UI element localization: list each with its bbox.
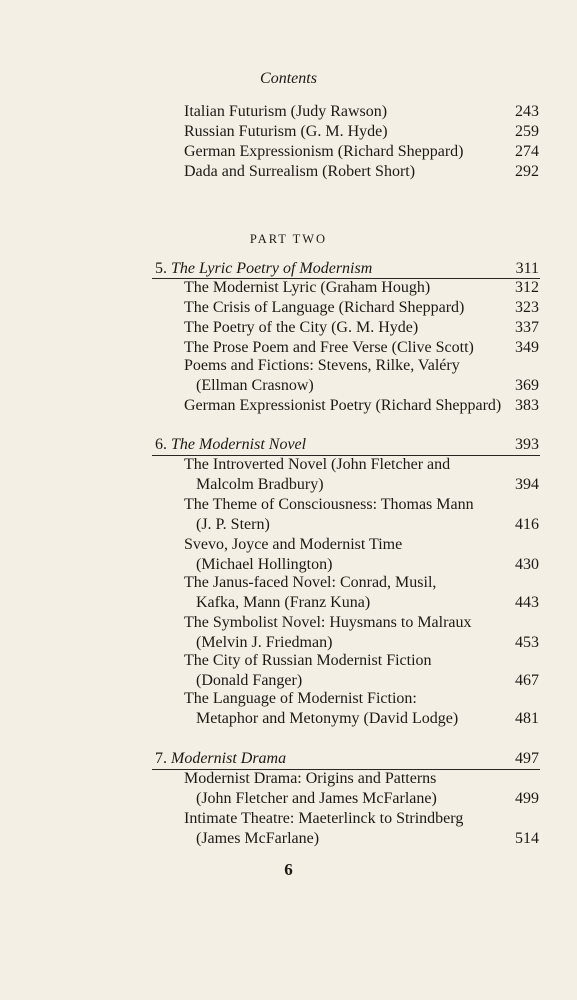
toc-entry-continued bbox=[0, 476, 577, 496]
entry-title-continued: (Ellman Crasnow) bbox=[196, 377, 314, 394]
entry-page: 323 bbox=[515, 299, 539, 316]
entry-title: The City of Russian Modernist Fiction bbox=[184, 652, 432, 669]
entry-title-continued: Kafka, Mann (Franz Kuna) bbox=[196, 594, 371, 611]
entry-title: The Symbolist Novel: Huysmans to Malraux bbox=[184, 614, 472, 631]
entry-page: 383 bbox=[515, 397, 539, 414]
toc-entry-continued bbox=[0, 672, 577, 692]
page-number: 6 bbox=[284, 860, 293, 879]
toc-entry bbox=[0, 690, 577, 710]
section-number: 6. bbox=[155, 436, 167, 453]
toc-entry-continued bbox=[0, 516, 577, 536]
toc-entry bbox=[0, 456, 577, 476]
section-heading bbox=[0, 260, 577, 280]
entry-page: 467 bbox=[515, 672, 539, 689]
entry-title: The Crisis of Language (Richard Sheppard) bbox=[184, 299, 465, 316]
toc-entry-continued bbox=[0, 710, 577, 730]
entry-title: The Modernist Lyric (Graham Hough) bbox=[184, 279, 431, 296]
section-page: 393 bbox=[515, 436, 539, 453]
toc-entry bbox=[0, 496, 577, 516]
entry-page: 430 bbox=[515, 556, 539, 573]
section-page: 497 bbox=[515, 750, 539, 767]
toc-entry-continued bbox=[0, 377, 577, 397]
entry-title-continued: (Michael Hollington) bbox=[196, 556, 333, 573]
entry-title: The Prose Poem and Free Verse (Clive Scott) bbox=[184, 339, 474, 356]
entry-page: 499 bbox=[515, 790, 539, 807]
entry-title-continued: (John Fletcher and James McFarlane) bbox=[196, 790, 437, 807]
entry-page: 443 bbox=[515, 594, 539, 611]
toc-entry bbox=[0, 536, 577, 556]
entry-title: The Theme of Consciousness: Thomas Mann bbox=[184, 496, 474, 513]
entry-page: 453 bbox=[515, 634, 539, 651]
toc-entry-continued bbox=[0, 790, 577, 810]
entry-page: 312 bbox=[515, 279, 539, 296]
toc-entry bbox=[0, 357, 577, 377]
entry-title-continued: (James McFarlane) bbox=[196, 830, 320, 847]
toc-entry bbox=[0, 810, 577, 830]
entry-title: Italian Futurism (Judy Rawson) bbox=[184, 103, 388, 120]
entry-title: The Introverted Novel (John Fletcher and bbox=[184, 456, 451, 473]
section-heading bbox=[0, 750, 577, 770]
entry-page: 292 bbox=[515, 163, 539, 180]
section-heading bbox=[0, 436, 577, 456]
entry-page: 369 bbox=[515, 377, 539, 394]
toc-entry bbox=[0, 299, 577, 319]
toc-entry bbox=[0, 319, 577, 339]
part-heading: PART TWO bbox=[249, 232, 328, 246]
entry-page: 394 bbox=[515, 476, 539, 493]
toc-entry bbox=[0, 574, 577, 594]
section-number: 5. bbox=[155, 260, 167, 277]
entry-title: Intimate Theatre: Maeterlinck to Strindberg bbox=[184, 810, 464, 827]
toc-entry bbox=[0, 123, 577, 143]
entry-title-continued: (J. P. Stern) bbox=[196, 516, 270, 533]
toc-entry-continued bbox=[0, 594, 577, 614]
toc-entry bbox=[0, 163, 577, 183]
entry-title: The Poetry of the City (G. M. Hyde) bbox=[184, 319, 419, 336]
entry-title: The Language of Modernist Fiction: bbox=[184, 690, 417, 707]
entry-title: German Expressionist Poetry (Richard Sheppard) bbox=[184, 397, 502, 414]
entry-title: The Janus-faced Novel: Conrad, Musil, bbox=[184, 574, 437, 591]
toc-entry bbox=[0, 339, 577, 359]
entry-title: Dada and Surrealism (Robert Short) bbox=[184, 163, 416, 180]
entry-page: 349 bbox=[515, 339, 539, 356]
section-number: 7. bbox=[155, 750, 167, 767]
entry-page: 416 bbox=[515, 516, 539, 533]
entry-title: Russian Futurism (G. M. Hyde) bbox=[184, 123, 388, 140]
section-title: The Lyric Poetry of Modernism bbox=[171, 260, 373, 277]
entry-title-continued: (Melvin J. Friedman) bbox=[196, 634, 333, 651]
entry-title: Modernist Drama: Origins and Patterns bbox=[184, 770, 437, 787]
entry-page: 274 bbox=[515, 143, 539, 160]
entry-page: 481 bbox=[515, 710, 539, 727]
toc-entry bbox=[0, 143, 577, 163]
toc-entry bbox=[0, 614, 577, 634]
toc-entry-continued bbox=[0, 830, 577, 850]
running-header: Contents bbox=[260, 70, 317, 87]
entry-title: German Expressionism (Richard Sheppard) bbox=[184, 143, 464, 160]
entry-page: 337 bbox=[515, 319, 539, 336]
section-page: 311 bbox=[515, 260, 539, 277]
toc-entry bbox=[0, 652, 577, 672]
toc-entry-continued bbox=[0, 634, 577, 654]
entry-title-continued: Malcolm Bradbury) bbox=[196, 476, 324, 493]
toc-entry bbox=[0, 397, 577, 417]
entry-title-continued: (Donald Fanger) bbox=[196, 672, 303, 689]
entry-title-continued: Metaphor and Metonymy (David Lodge) bbox=[196, 710, 459, 727]
toc-entry bbox=[0, 103, 577, 123]
entry-title: Poems and Fictions: Stevens, Rilke, Valéry bbox=[184, 357, 460, 374]
toc-entry bbox=[0, 279, 577, 299]
section-title: The Modernist Novel bbox=[171, 436, 307, 453]
entry-page: 259 bbox=[515, 123, 539, 140]
entry-page: 243 bbox=[515, 103, 539, 120]
section-title: Modernist Drama bbox=[171, 750, 287, 767]
toc-entry-continued bbox=[0, 556, 577, 576]
entry-page: 514 bbox=[515, 830, 539, 847]
toc-entry bbox=[0, 770, 577, 790]
entry-title: Svevo, Joyce and Modernist Time bbox=[184, 536, 403, 553]
